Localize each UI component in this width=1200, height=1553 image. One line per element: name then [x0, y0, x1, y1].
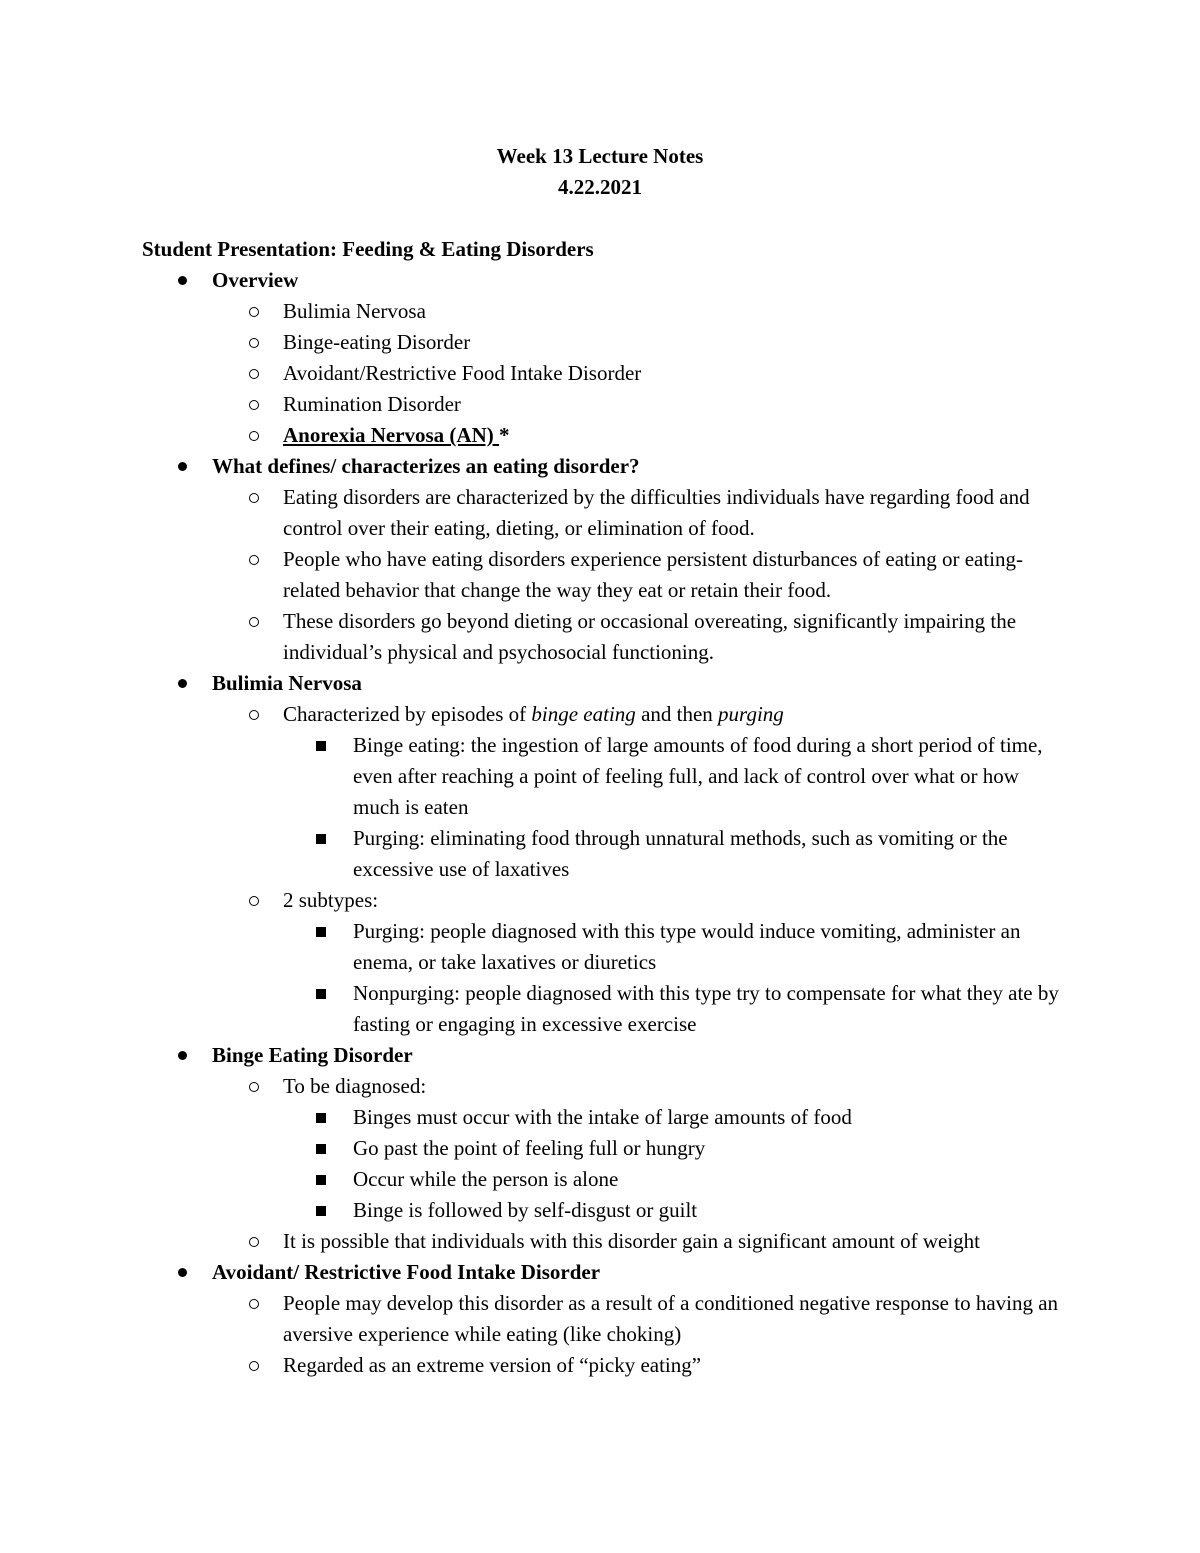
asterisk: * [499, 423, 510, 447]
bullet-heading: What defines/ characterizes an eating disorder? [212, 454, 640, 478]
list-item: It is possible that individuals with this disorder gain a significant amount of weight [0, 1226, 1200, 1257]
list-item: People may develop this disorder as a result of a conditioned negative response to having an aversive experience while eating (like choking) [0, 1288, 1200, 1350]
sub-list-item: Purging: people diagnosed with this type would induce vomiting, administer an enema, or take laxatives or diuretics [0, 916, 1200, 978]
list-item: Regarded as an extreme version of “picky eating” [0, 1350, 1200, 1381]
list-item-anorexia [0, 420, 1200, 451]
sub-list-item: Purging: eliminating food through unnatural methods, such as vomiting or the excessive use of laxatives [0, 823, 1200, 885]
list-item: Rumination Disorder [0, 389, 1200, 420]
sub-list-item: Go past the point of feeling full or hungry [0, 1133, 1200, 1164]
sub-list-item: Binge is followed by self-disgust or guilt [0, 1195, 1200, 1226]
bullet-binge [0, 1040, 1200, 1071]
italic-term: purging [718, 702, 784, 726]
notes-list [0, 265, 1200, 1381]
bullet-arfid [0, 1257, 1200, 1288]
bullet-heading: Binge Eating Disorder [212, 1043, 413, 1067]
list-item: These disorders go beyond dieting or occasional overeating, significantly impairing the individual’s physical and psychosocial functioning. [0, 606, 1200, 668]
document-title: Week 13 Lecture Notes [496, 144, 704, 168]
bullet-heading: Bulimia Nervosa [212, 671, 362, 695]
bullet-heading: Avoidant/ Restrictive Food Intake Disorder [212, 1260, 601, 1284]
document-date: 4.22.2021 [558, 175, 642, 199]
list-item: To be diagnosed: [0, 1071, 1200, 1102]
sub-list-item: Nonpurging: people diagnosed with this type try to compensate for what they ate by fasting or engaging in excessive exercise [0, 978, 1200, 1040]
bullet-overview [0, 265, 1200, 296]
bullet-bulimia [0, 668, 1200, 699]
list-item: 2 subtypes: [0, 885, 1200, 916]
list-item: Characterized by episodes of binge eating and then purging [0, 699, 1200, 730]
italic-term: binge eating [531, 702, 636, 726]
anorexia-underlined: Anorexia Nervosa (AN) [283, 423, 499, 447]
sub-list-item: Binge eating: the ingestion of large amounts of food during a short period of time, even after reaching a point of feeling full, and lack of control over what or how much is eaten [0, 730, 1200, 823]
list-item: Bulimia Nervosa [0, 296, 1200, 327]
section-heading: Student Presentation: Feeding & Eating Disorders [142, 237, 594, 261]
sub-list-item: Binges must occur with the intake of large amounts of food [0, 1102, 1200, 1133]
list-item: Avoidant/Restrictive Food Intake Disorder [0, 358, 1200, 389]
bullet-defines [0, 451, 1200, 482]
list-item: Eating disorders are characterized by the difficulties individuals have regarding food and control over their eating, dieting, or elimination of food. [0, 482, 1200, 544]
list-item: People who have eating disorders experience persistent disturbances of eating or eating-related behavior that change the way they eat or retain their food. [0, 544, 1200, 606]
list-item: Binge-eating Disorder [0, 327, 1200, 358]
bullet-heading: Overview [212, 268, 299, 292]
sub-list-item: Occur while the person is alone [0, 1164, 1200, 1195]
